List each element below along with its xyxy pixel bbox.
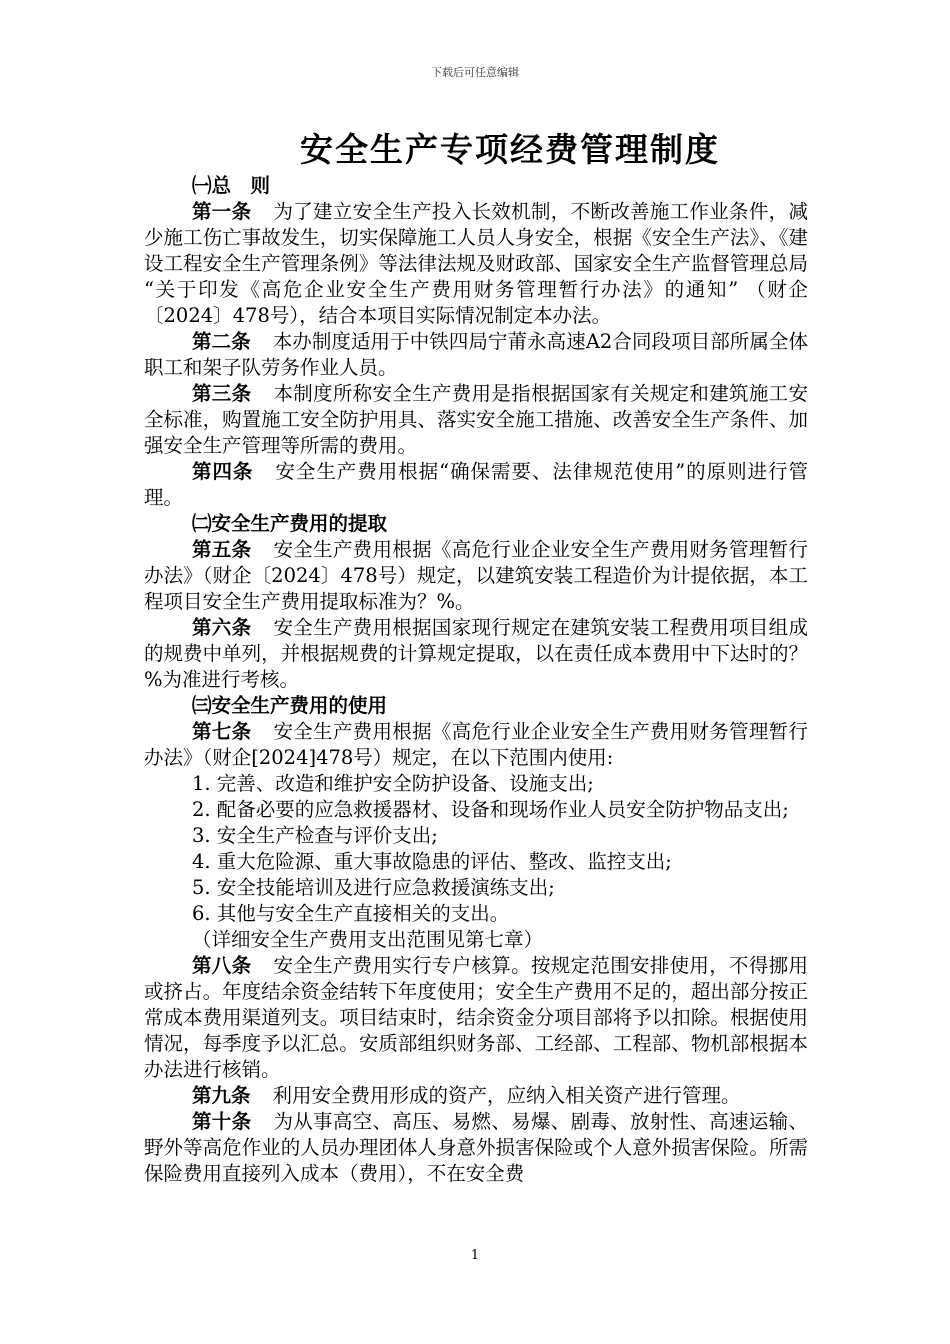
section-heading-usage: ㈢安全生产费用的使用 bbox=[192, 694, 388, 717]
article-label: 第八条 bbox=[192, 954, 252, 977]
article-3 bbox=[144, 381, 808, 459]
usage-item: 4. 重大危险源、重大事故隐患的评估、整改、监控支出; bbox=[192, 850, 672, 873]
article-8 bbox=[144, 953, 808, 1083]
document-body bbox=[144, 173, 808, 1187]
article-text: 安全生产费用根据“确保需要、法律规范使用”的原则进行管理。 bbox=[144, 460, 808, 509]
article-label: 第九条 bbox=[192, 1084, 251, 1107]
usage-item: 6. 其他与安全生产直接相关的支出。 bbox=[192, 902, 510, 925]
article-text: 为从事高空、高压、易燃、易爆、剧毒、放射性、高速运输、野外等高危作业的人员办理团体人身意外损害保险或个人意外损害保险。所需保险费用直接列入成本（费用），不在安全费 bbox=[144, 1110, 808, 1185]
article-text: 利用安全费用形成的资产，应纳入相关资产进行管理。 bbox=[272, 1084, 741, 1107]
section-heading-extraction: ㈡安全生产费用的提取 bbox=[192, 512, 388, 535]
article-text: 安全生产费用根据《高危行业企业安全生产费用财务管理暂行办法》（财企〔2024〕478号）规定，以建筑安装工程造价为计提依据，本工程项目安全生产费用提取标准为？%。 bbox=[144, 538, 808, 613]
usage-item: 5. 安全技能培训及进行应急救援演练支出; bbox=[192, 876, 555, 899]
article-label: 第七条 bbox=[192, 720, 252, 743]
usage-item: 3. 安全生产检查与评价支出; bbox=[192, 824, 438, 847]
article-4 bbox=[144, 459, 808, 511]
article-text: 安全生产费用实行专户核算。按规定范围安排使用，不得挪用或挤占。年度结余资金结转下年度使用；安全生产费用不足的，超出部分按正常成本费用渠道列支。项目结束时，结余资金分项目部将予以扣除。根据使用情况，每季度予以汇总。安质部组织财务部、工经部、工程部、物机部根据本办法进行核销。 bbox=[144, 954, 808, 1081]
article-label: 第五条 bbox=[192, 538, 252, 561]
usage-item: 1. 完善、改造和维护安全防护设备、设施支出; bbox=[192, 772, 594, 795]
article-label: 第二条 bbox=[192, 330, 251, 353]
article-label: 第一条 bbox=[192, 200, 252, 223]
article-label: 第六条 bbox=[192, 616, 252, 639]
article-label: 第四条 bbox=[192, 460, 254, 483]
page-header: 下载后可任意编辑 bbox=[431, 66, 519, 79]
article-7 bbox=[144, 719, 808, 771]
article-2 bbox=[144, 329, 808, 381]
usage-item: 2. 配备必要的应急救援器材、设备和现场作业人员安全防护物品支出; bbox=[192, 798, 789, 821]
page-number: 1 bbox=[470, 1248, 480, 1263]
article-text: 安全生产费用根据《高危行业企业安全生产费用财务管理暂行办法》（财企[2024]478号）规定，在以下范围内使用: bbox=[144, 720, 808, 769]
article-label: 第三条 bbox=[192, 382, 252, 405]
article-10 bbox=[144, 1109, 808, 1187]
article-6 bbox=[144, 615, 808, 693]
usage-note: （详细安全生产费用支出范围见第七章） bbox=[192, 928, 544, 951]
article-text: 本制度所称安全生产费用是指根据国家有关规定和建筑施工安全标准，购置施工安全防护用具、落实安全施工措施、改善安全生产条件、加强安全生产管理等所需的费用。 bbox=[144, 382, 808, 457]
article-text: 安全生产费用根据国家现行规定在建筑安装工程费用项目组成的规费中单列，并根据规费的计算规定提取，以在责任成本费用中下达时的？%为准进行考核。 bbox=[144, 616, 808, 691]
document-title: 安全生产专项经费管理制度 bbox=[300, 130, 720, 169]
article-5 bbox=[144, 537, 808, 615]
article-9 bbox=[144, 1083, 808, 1109]
section-heading-general: ㈠总 则 bbox=[192, 174, 271, 197]
article-label: 第十条 bbox=[192, 1110, 252, 1133]
article-1 bbox=[144, 199, 808, 329]
article-text: 本办制度适用于中铁四局宁莆永高速A2合同段项目部所属全体职工和架子队劳务作业人员。 bbox=[144, 330, 808, 379]
article-text: 为了建立安全生产投入长效机制，不断改善施工作业条件，减少施工伤亡事故发生，切实保障施工人员人身安全，根据《安全生产法》、《建设工程安全生产管理条例》等法律法规及财政部、国家安全生产监督管理总局 “关于印发《高危企业安全生产费用财务管理暂行办法》的通知” （财企〔2024〕478号），结合本项目实际情况制定本办法。 bbox=[144, 200, 808, 327]
